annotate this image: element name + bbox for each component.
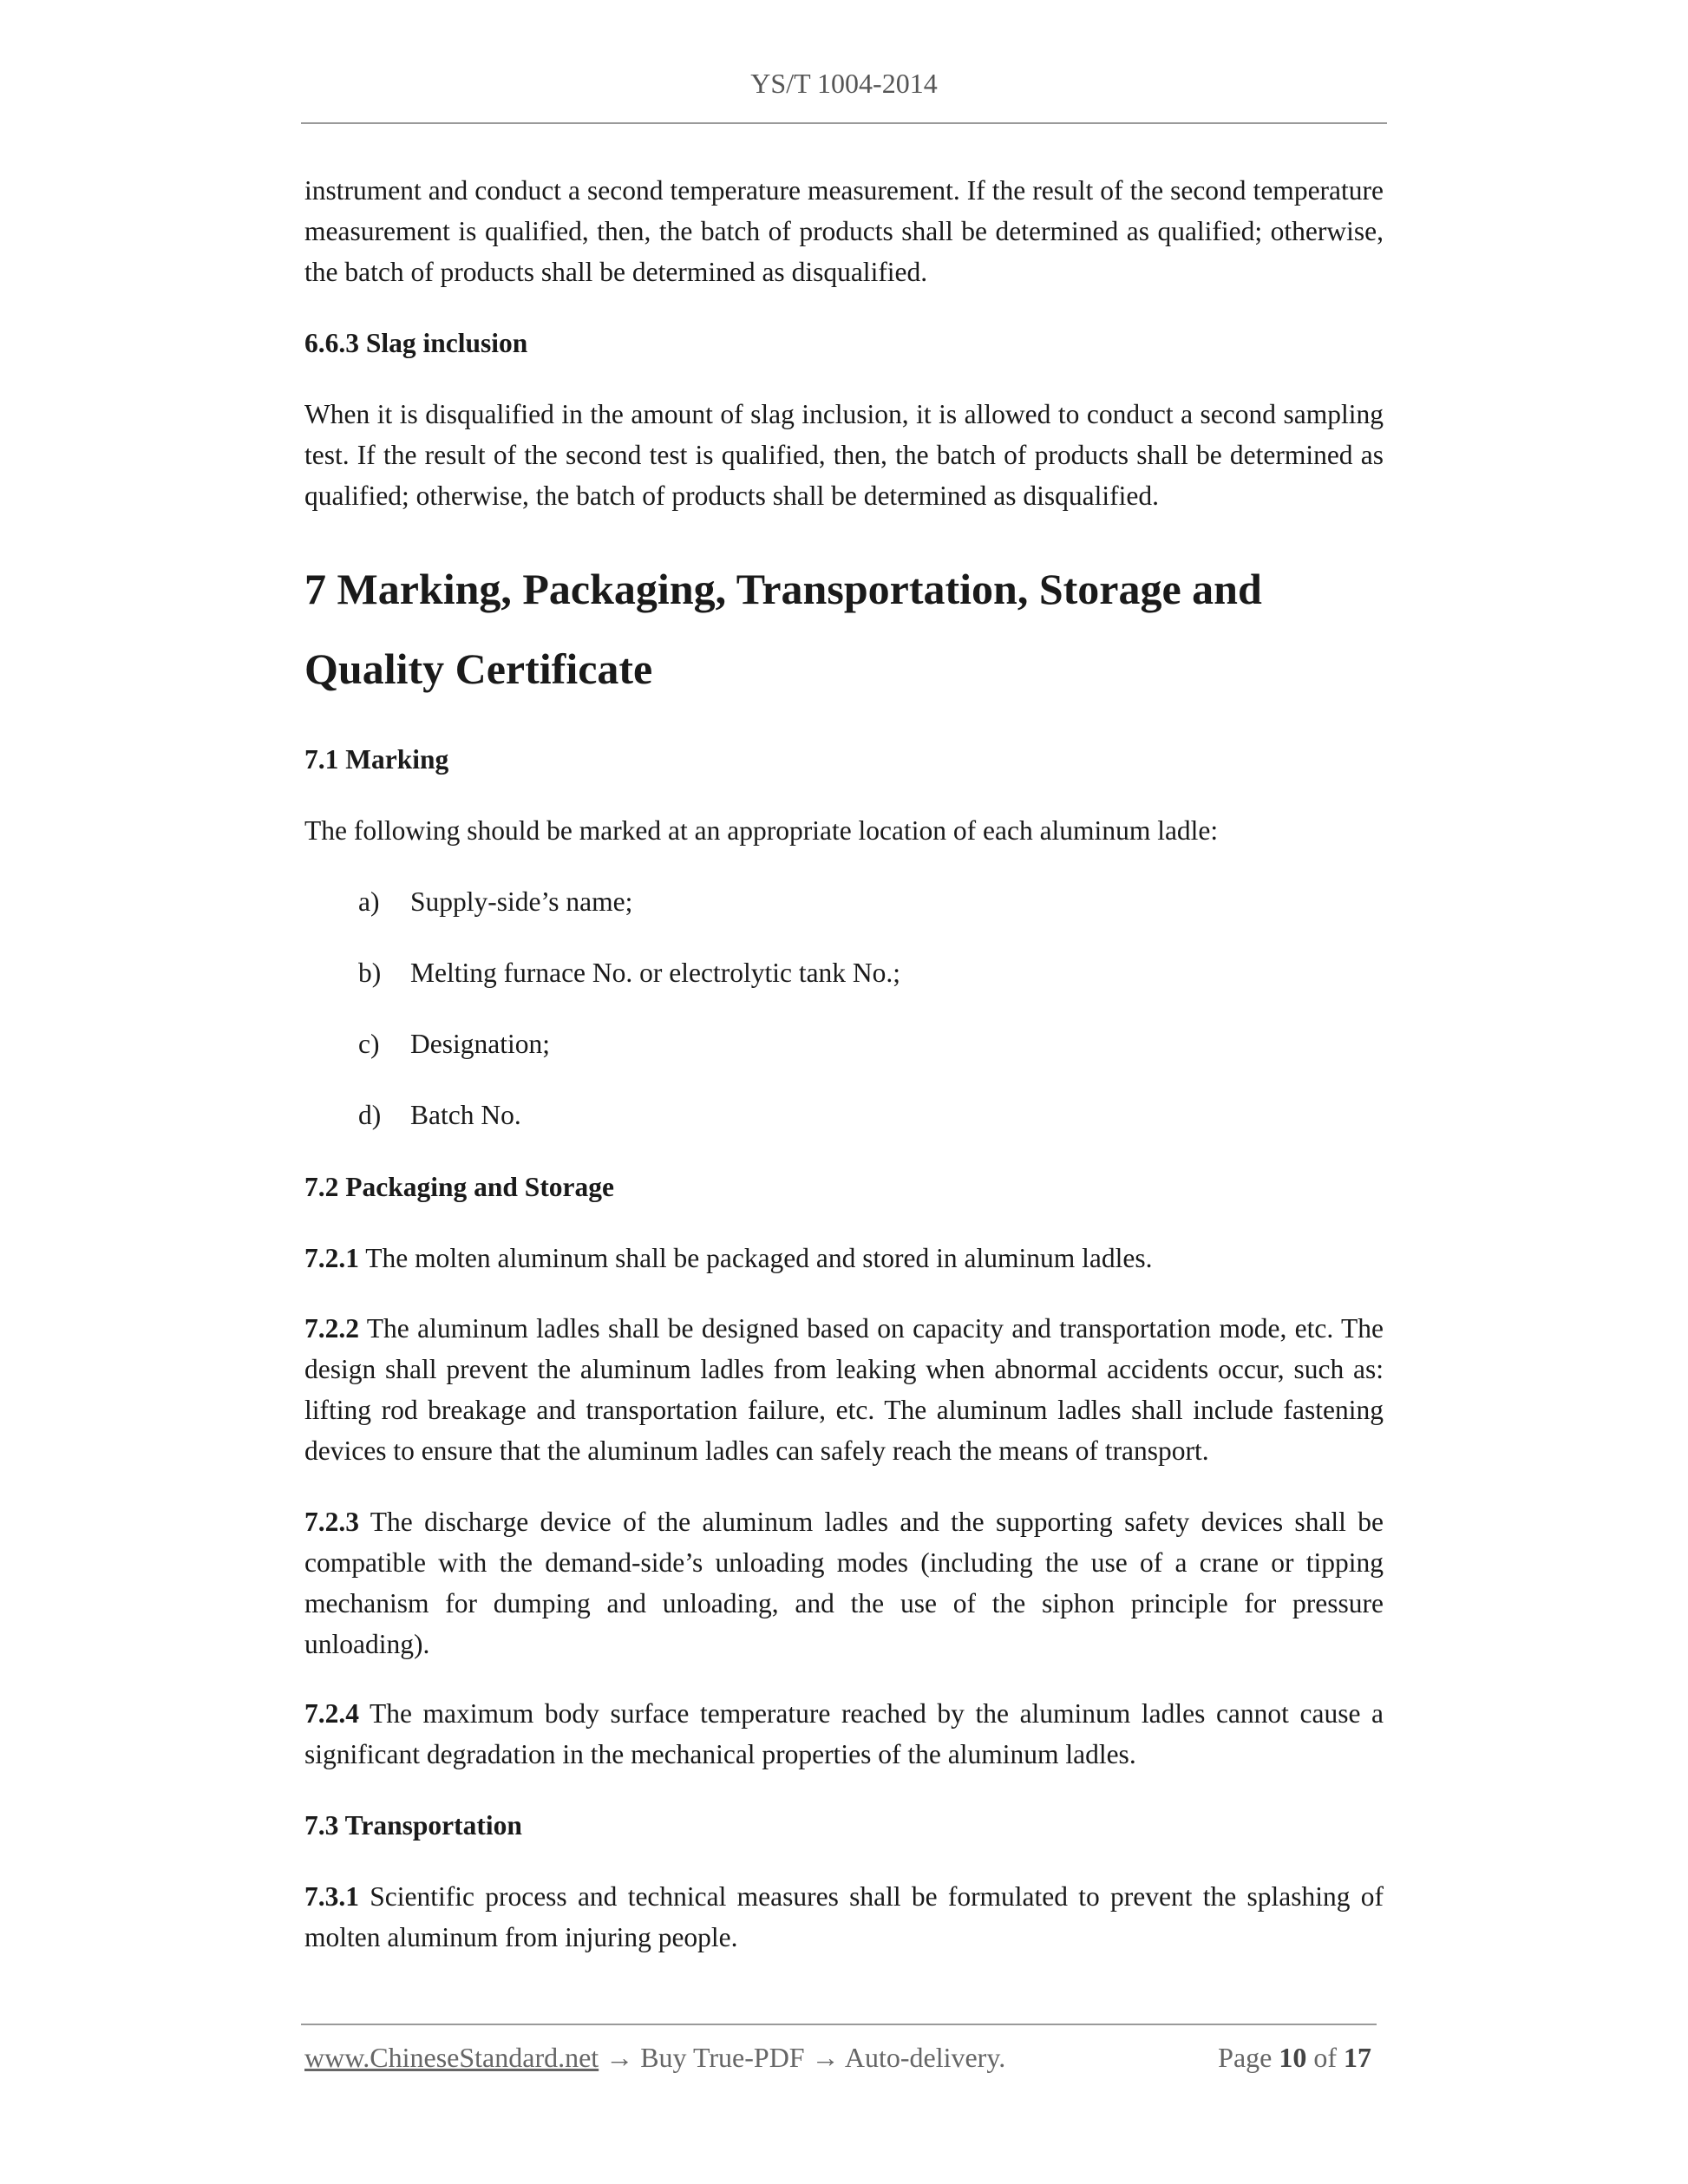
- paragraph-6-6-3: When it is disqualified in the amount of slag inclusion, it is allowed to conduct a second sampling test. If the result of the second test is qualified, then, the batch of products shall be determined as qualified; otherwise, the batch of products shall be determined as disqualified.: [304, 399, 1384, 511]
- clause-text: Scientific process and technical measures shall be formulated to prevent the splashing of molten aluminum from injuring people.: [304, 1881, 1384, 1952]
- clause-number: 7.2.2: [304, 1313, 359, 1344]
- list-item: [304, 952, 900, 993]
- clause-7-3-1: [304, 1876, 1384, 1958]
- running-header: YS/T 1004-2014: [750, 68, 938, 99]
- header-divider: [301, 122, 1387, 124]
- list-item-text: Melting furnace No. or electrolytic tank No.;: [410, 958, 901, 988]
- clause-text: The molten aluminum shall be packaged and stored in aluminum ladles.: [359, 1243, 1153, 1273]
- clause-number: 7.2.4: [304, 1698, 359, 1729]
- footer-divider: [301, 2024, 1377, 2025]
- page-current: 10: [1279, 2042, 1307, 2073]
- heading-6-6-3: 6.6.3 Slag inclusion: [304, 328, 528, 358]
- clause-text: The aluminum ladles shall be designed based on capacity and transportation mode, etc. The design shall prevent the aluminum ladles from leaking when abnormal accidents occur, such as: lifting rod breakage and transportation failure, etc. The aluminum ladles shall include fastening devices to ensure that the aluminum ladles can safely reach the means of transport.: [304, 1313, 1384, 1466]
- page-of-label: of: [1306, 2042, 1344, 2073]
- clause-number: 7.2.1: [304, 1243, 359, 1273]
- page-number: [1218, 2042, 1371, 2074]
- site-link[interactable]: www.ChineseStandard.net: [304, 2042, 599, 2073]
- list-marker: a): [358, 886, 380, 917]
- clause-7-2-4: [304, 1693, 1384, 1775]
- list-item: [304, 881, 632, 922]
- list-item-text: Designation;: [410, 1029, 550, 1059]
- heading-7-3: 7.3 Transportation: [304, 1810, 522, 1841]
- list-item-text: Batch No.: [410, 1100, 521, 1130]
- list-item: [304, 1095, 521, 1135]
- list-item-text: Supply-side’s name;: [410, 886, 633, 917]
- footer-promo: [304, 2042, 1005, 2074]
- heading-7-2: 7.2 Packaging and Storage: [304, 1172, 615, 1202]
- clause-text: The maximum body surface temperature reached by the aluminum ladles cannot cause a significant degradation in the mechanical properties of the aluminum ladles.: [304, 1698, 1384, 1769]
- list-item: [304, 1023, 550, 1064]
- clause-7-2-2: [304, 1308, 1384, 1471]
- page-total: 17: [1344, 2042, 1371, 2073]
- clause-text: The discharge device of the aluminum ladles and the supporting safety devices shall be compatible with the demand-side’s unloading modes (including the use of a crane or tipping mechanism for dumping and unloading, and the use of the siphon principle for pressure unloading).: [304, 1507, 1384, 1659]
- paragraph-continuation: instrument and conduct a second temperature measurement. If the result of the second temperature measurement is qualified, then, the batch of products shall be determined as qualified; otherwise, the batch of products shall be determined as disqualified.: [304, 175, 1384, 287]
- list-marker: c): [358, 1029, 380, 1059]
- clause-number: 7.2.3: [304, 1507, 359, 1537]
- heading-7-1: 7.1 Marking: [304, 744, 449, 775]
- list-marker: d): [358, 1100, 382, 1130]
- clause-number: 7.3.1: [304, 1881, 359, 1912]
- clause-7-2-3: [304, 1501, 1384, 1664]
- heading-section-7: 7 Marking, Packaging, Transportation, Storage and Quality Certificate: [304, 565, 1262, 693]
- list-marker: b): [358, 958, 382, 988]
- footer-tagline: → Buy True-PDF → Auto-delivery.: [599, 2042, 1006, 2073]
- page-label: Page: [1218, 2042, 1279, 2073]
- paragraph-7-1: The following should be marked at an appropriate location of each aluminum ladle:: [304, 815, 1219, 846]
- clause-7-2-1: [304, 1238, 1384, 1278]
